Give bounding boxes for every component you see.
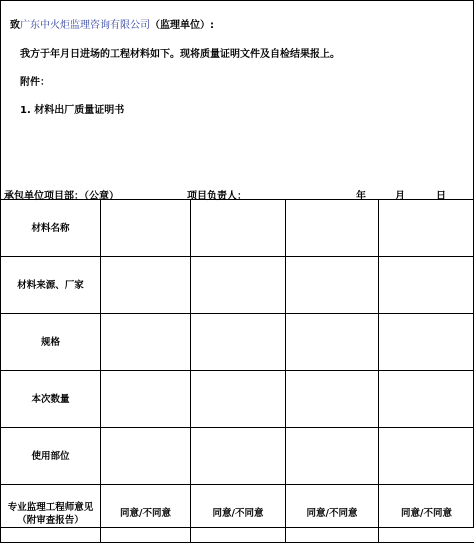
table-cell[interactable] <box>101 200 191 257</box>
table-row <box>1 314 474 371</box>
table-cell[interactable] <box>101 314 191 371</box>
opinion-option[interactable]: 同意/不同意 <box>286 485 379 543</box>
opinion-option[interactable]: 同意/不同意 <box>379 485 474 543</box>
date-year-label: 年 <box>356 187 366 202</box>
contractor-seal-label: 承包单位项目部：（公章） <box>4 187 119 202</box>
supervisor-label: （监理单位）: <box>150 20 214 31</box>
row-label: 使用部位 <box>1 428 101 485</box>
to-prefix: 致 <box>10 20 20 31</box>
table-cell[interactable] <box>191 257 286 314</box>
table-cell[interactable] <box>191 428 286 485</box>
opinion-label-line2: （附审查报告） <box>1 514 100 527</box>
attachment-item: 1. 材料出厂质量证明书 <box>20 101 124 116</box>
table-row <box>1 428 474 485</box>
date-day-label: 日 <box>436 187 446 202</box>
table-cell[interactable] <box>101 257 191 314</box>
row-label: 材料来源、厂家 <box>1 257 101 314</box>
table-cell[interactable] <box>379 314 474 371</box>
table-cell[interactable] <box>286 371 379 428</box>
opinion-row <box>1 485 474 543</box>
table-row <box>1 200 474 257</box>
table-row <box>1 257 474 314</box>
table-cell[interactable] <box>379 257 474 314</box>
table-cell[interactable] <box>379 428 474 485</box>
row-label: 规格 <box>1 314 101 371</box>
table-cell[interactable] <box>191 371 286 428</box>
statement-text: 我方于年月日进场的工程材料如下。现将质量证明文件及自检结果报上。 <box>20 45 340 60</box>
project-manager-label: 项目负责人： <box>187 187 247 202</box>
table-cell[interactable] <box>101 428 191 485</box>
table-cell[interactable] <box>191 200 286 257</box>
table-row <box>1 371 474 428</box>
materials-table <box>0 199 474 543</box>
opinion-label <box>1 485 101 543</box>
table-cell[interactable] <box>286 200 379 257</box>
row-label: 本次数量 <box>1 371 101 428</box>
addressee-line <box>10 16 214 31</box>
row-label: 材料名称 <box>1 200 101 257</box>
table-cell[interactable] <box>286 314 379 371</box>
supervisor-organization: 广东中火炬监理咨询有限公司 <box>20 20 150 31</box>
table-cell[interactable] <box>379 200 474 257</box>
table-cell[interactable] <box>191 314 286 371</box>
table-cell[interactable] <box>286 257 379 314</box>
table-cell[interactable] <box>101 371 191 428</box>
opinion-option[interactable]: 同意/不同意 <box>191 485 286 543</box>
opinion-option[interactable]: 同意/不同意 <box>101 485 191 543</box>
date-month-label: 月 <box>395 187 405 202</box>
opinion-label-line1: 专业监理工程师意见 <box>1 501 100 514</box>
table-cell[interactable] <box>379 371 474 428</box>
attachment-label: 附件： <box>20 73 50 88</box>
table-cell[interactable] <box>286 428 379 485</box>
